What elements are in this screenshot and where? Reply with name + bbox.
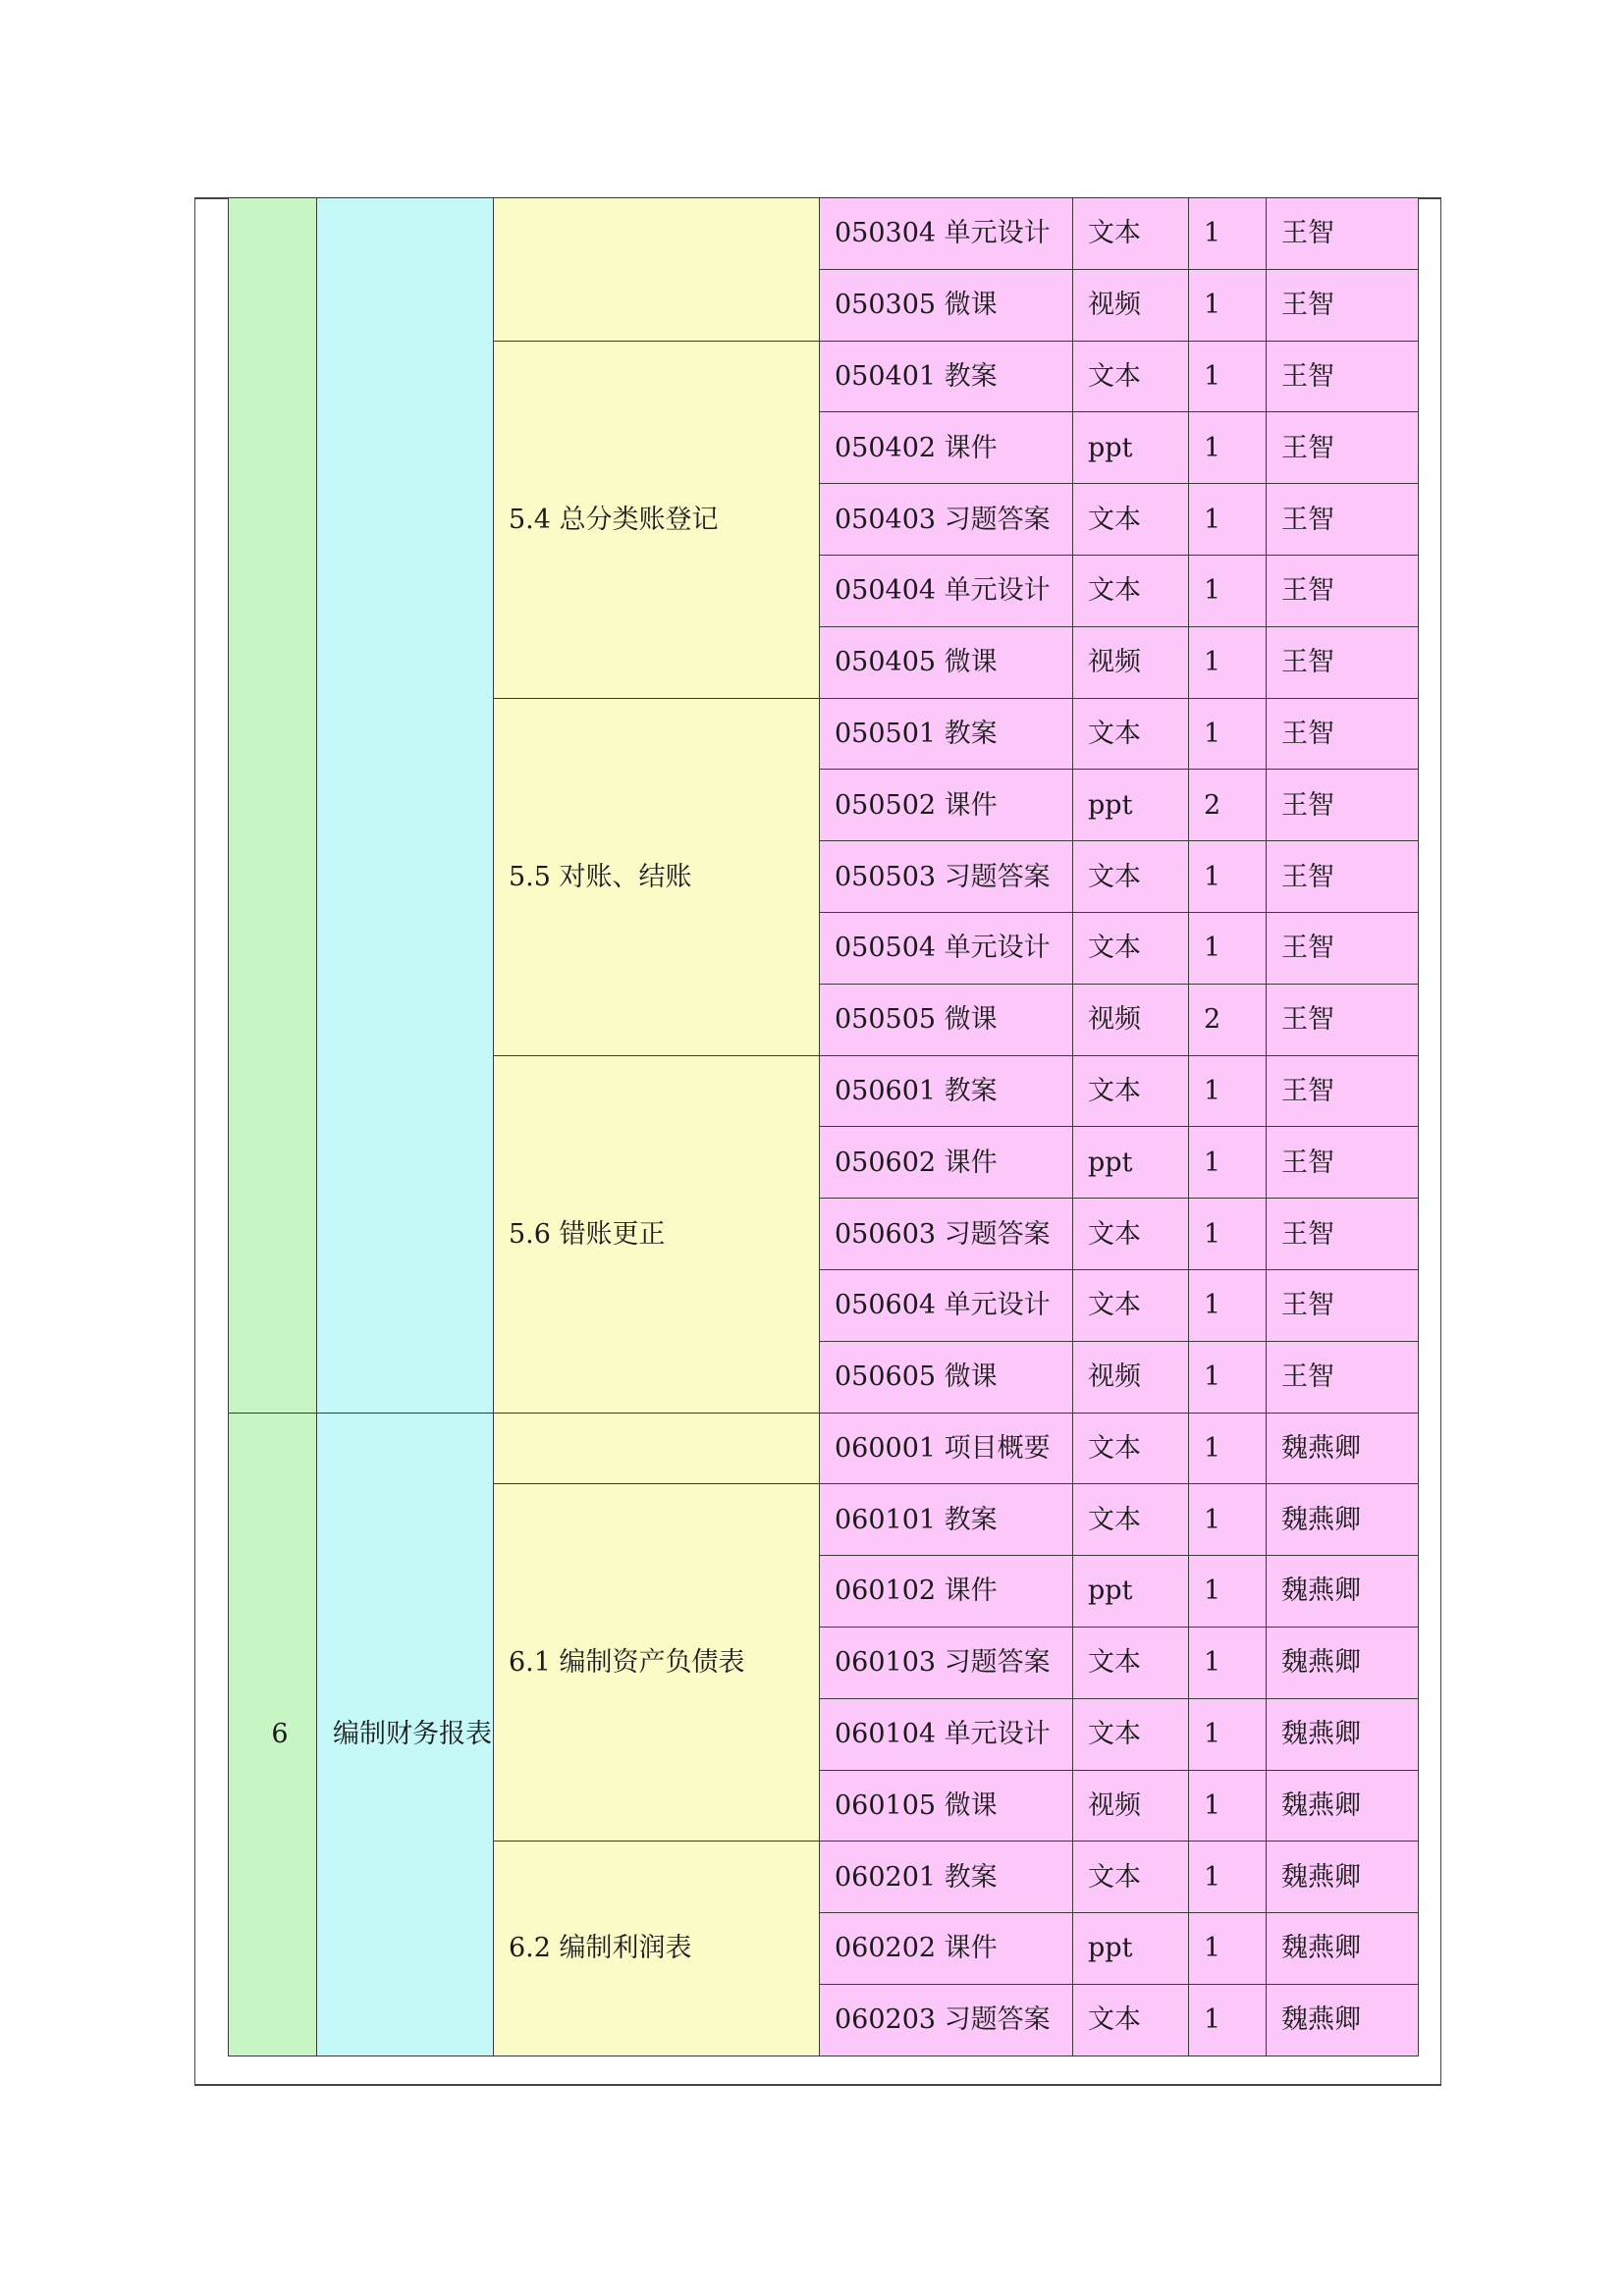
resource-author-cell: 王智 [1267,412,1419,484]
resource-quantity-cell: 1 [1189,1127,1267,1199]
resource-type-cell: ppt [1073,1556,1189,1628]
resource-code-cell: 060202 课件 [820,1913,1073,1985]
resource-author-cell: 魏燕卿 [1267,1484,1419,1556]
resource-author-cell: 王智 [1267,555,1419,626]
resource-type-cell: 文本 [1073,1055,1189,1127]
resource-type-cell: 文本 [1073,555,1189,626]
resource-type-cell: 文本 [1073,1698,1189,1770]
task-name-cell [494,198,820,342]
resource-code-cell: 050605 微课 [820,1341,1073,1413]
resource-type-cell: 文本 [1073,1199,1189,1270]
resource-code-cell: 050304 单元设计 [820,198,1073,270]
resource-author-cell: 王智 [1267,269,1419,341]
resource-code-cell: 050305 微课 [820,269,1073,341]
resource-type-cell: ppt [1073,770,1189,841]
resource-type-cell: ppt [1073,412,1189,484]
project-number-cell [229,198,317,1414]
resource-type-cell: ppt [1073,1913,1189,1985]
resource-author-cell: 王智 [1267,984,1419,1055]
resource-type-cell: 文本 [1073,1269,1189,1341]
resource-quantity-cell: 1 [1189,1269,1267,1341]
resource-quantity-cell: 1 [1189,198,1267,270]
resource-author-cell: 王智 [1267,341,1419,412]
resource-quantity-cell: 1 [1189,1199,1267,1270]
task-name-cell: 5.5 对账、结账 [494,698,820,1055]
resource-code-cell: 050601 教案 [820,1055,1073,1127]
resource-quantity-cell: 1 [1189,1984,1267,2056]
resource-author-cell: 王智 [1267,698,1419,770]
resource-code-cell: 050402 课件 [820,412,1073,484]
table-row [229,198,1419,270]
resource-quantity-cell: 1 [1189,484,1267,556]
resource-quantity-cell: 1 [1189,1556,1267,1628]
resource-quantity-cell: 1 [1189,1842,1267,1913]
resource-quantity-cell: 1 [1189,1484,1267,1556]
resource-author-cell: 王智 [1267,1127,1419,1199]
resource-code-cell: 050603 习题答案 [820,1199,1073,1270]
resource-code-cell: 060105 微课 [820,1770,1073,1842]
resource-author-cell: 王智 [1267,1055,1419,1127]
resource-type-cell: 文本 [1073,698,1189,770]
resource-author-cell: 魏燕卿 [1267,1698,1419,1770]
resource-type-cell: 文本 [1073,341,1189,412]
resource-author-cell: 魏燕卿 [1267,1842,1419,1913]
resource-quantity-cell: 2 [1189,984,1267,1055]
table-row [229,1413,1419,1484]
resource-code-cell: 050604 单元设计 [820,1269,1073,1341]
resource-author-cell: 魏燕卿 [1267,1413,1419,1484]
project-name-cell [317,198,494,1414]
resource-code-cell: 050404 单元设计 [820,555,1073,626]
resource-code-cell: 060104 单元设计 [820,1698,1073,1770]
resource-quantity-cell: 1 [1189,1770,1267,1842]
resource-quantity-cell: 1 [1189,1055,1267,1127]
resource-code-cell: 060203 习题答案 [820,1984,1073,2056]
resource-quantity-cell: 2 [1189,770,1267,841]
resource-author-cell: 魏燕卿 [1267,1984,1419,2056]
resource-author-cell: 王智 [1267,626,1419,698]
resource-author-cell: 王智 [1267,841,1419,913]
resource-author-cell: 魏燕卿 [1267,1770,1419,1842]
resource-code-cell: 050502 课件 [820,770,1073,841]
project-name-cell: 编制财务报表 [317,1413,494,2056]
resource-type-cell: 视频 [1073,1341,1189,1413]
task-name-cell: 6.1 编制资产负债表 [494,1484,820,1842]
resource-code-cell: 050503 习题答案 [820,841,1073,913]
resource-quantity-cell: 1 [1189,1627,1267,1698]
resource-author-cell: 魏燕卿 [1267,1556,1419,1628]
task-name-cell: 5.6 错账更正 [494,1055,820,1413]
resource-code-cell: 060001 项目概要 [820,1413,1073,1484]
resource-code-cell: 060103 习题答案 [820,1627,1073,1698]
resource-quantity-cell: 1 [1189,1698,1267,1770]
resource-code-cell: 060201 教案 [820,1842,1073,1913]
resource-code-cell: 050403 习题答案 [820,484,1073,556]
task-name-cell: 6.2 编制利润表 [494,1842,820,2056]
project-number-cell: 6 [229,1413,317,2056]
resource-type-cell: 文本 [1073,484,1189,556]
resource-code-cell: 050602 课件 [820,1127,1073,1199]
resource-quantity-cell: 1 [1189,341,1267,412]
resource-type-cell: 视频 [1073,984,1189,1055]
resource-type-cell: 文本 [1073,1484,1189,1556]
resource-code-cell: 050501 教案 [820,698,1073,770]
resource-quantity-cell: 1 [1189,1913,1267,1985]
resource-type-cell: 视频 [1073,626,1189,698]
resource-code-cell: 060101 教案 [820,1484,1073,1556]
resource-quantity-cell: 1 [1189,1413,1267,1484]
resource-author-cell: 魏燕卿 [1267,1627,1419,1698]
task-name-cell [494,1413,820,1484]
resource-author-cell: 王智 [1267,484,1419,556]
resource-author-cell: 王智 [1267,1269,1419,1341]
resource-type-cell: 视频 [1073,1770,1189,1842]
resource-type-cell: 文本 [1073,1413,1189,1484]
resource-author-cell: 魏燕卿 [1267,1913,1419,1985]
resource-table [228,197,1419,2056]
resource-author-cell: 王智 [1267,198,1419,270]
resource-quantity-cell: 1 [1189,912,1267,984]
resource-quantity-cell: 1 [1189,626,1267,698]
resource-author-cell: 王智 [1267,1341,1419,1413]
resource-quantity-cell: 1 [1189,269,1267,341]
resource-quantity-cell: 1 [1189,698,1267,770]
resource-type-cell: 文本 [1073,1842,1189,1913]
resource-code-cell: 060102 课件 [820,1556,1073,1628]
resource-code-cell: 050505 微课 [820,984,1073,1055]
resource-type-cell: 文本 [1073,841,1189,913]
resource-code-cell: 050405 微课 [820,626,1073,698]
resource-author-cell: 王智 [1267,1199,1419,1270]
resource-quantity-cell: 1 [1189,412,1267,484]
resource-type-cell: 文本 [1073,912,1189,984]
resource-type-cell: 视频 [1073,269,1189,341]
resource-code-cell: 050504 单元设计 [820,912,1073,984]
resource-code-cell: 050401 教案 [820,341,1073,412]
resource-type-cell: 文本 [1073,1627,1189,1698]
resource-author-cell: 王智 [1267,912,1419,984]
resource-quantity-cell: 1 [1189,555,1267,626]
resource-type-cell: 文本 [1073,198,1189,270]
resource-type-cell: 文本 [1073,1984,1189,2056]
task-name-cell: 5.4 总分类账登记 [494,341,820,698]
resource-quantity-cell: 1 [1189,841,1267,913]
resource-type-cell: ppt [1073,1127,1189,1199]
resource-author-cell: 王智 [1267,770,1419,841]
resource-quantity-cell: 1 [1189,1341,1267,1413]
